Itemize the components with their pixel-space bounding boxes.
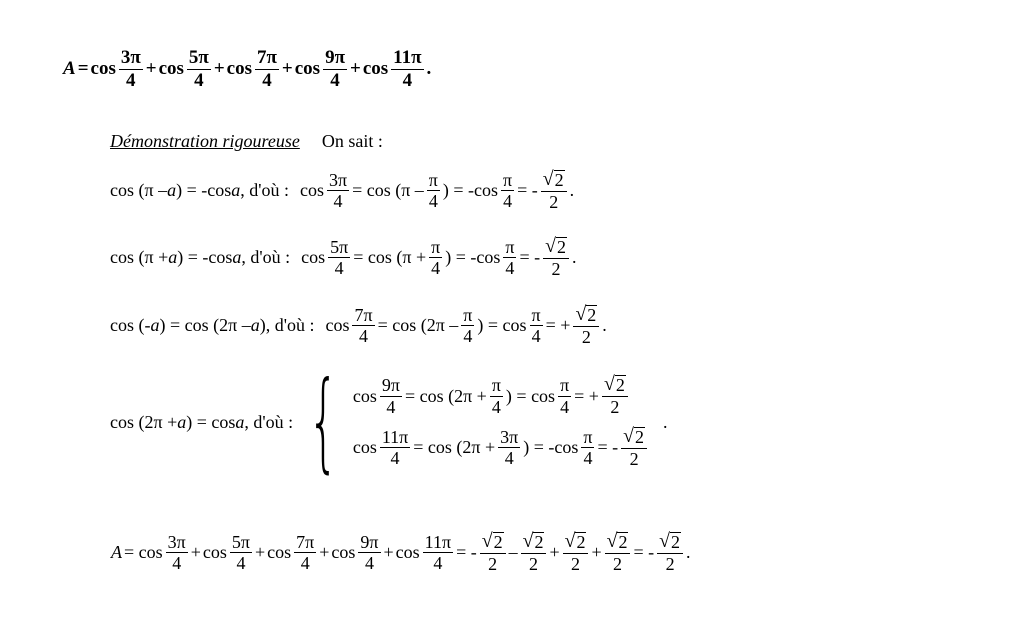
period: . (571, 247, 577, 268)
identity-row-2 (110, 237, 577, 279)
sign: = - (456, 542, 477, 563)
expression-text: = + (545, 315, 571, 336)
rule-text: cos (2π + (110, 411, 178, 432)
cos-fn: cos (267, 542, 292, 563)
fraction: $\frac{\pi}{4}$ (463, 304, 473, 347)
rule-text: ) = -cos (176, 180, 232, 201)
fraction: $\frac{5\pi}{4}$ (188, 47, 209, 91)
fraction: $\frac{\pi}{4}$ (583, 426, 593, 469)
rule-text: ) = -cos (177, 247, 233, 268)
fraction: $\frac{\pi}{4}$ (505, 236, 515, 279)
sign: = - (633, 542, 655, 563)
fraction: $\frac{3\pi}{4}$ (500, 426, 519, 469)
sign: + (591, 542, 602, 563)
expression-text: = cos (π – (352, 180, 424, 201)
cases-block (352, 375, 649, 469)
plus-sign: + (319, 542, 330, 563)
var-a: a (150, 315, 160, 336)
fraction: $\frac{7\pi}{4}$ (354, 304, 373, 347)
rule-text: cos (- (110, 315, 151, 336)
cos-fn: cos (299, 180, 324, 201)
fraction: $\frac{3\pi}{4}$ (167, 531, 186, 574)
section-heading (110, 131, 383, 152)
fraction: $\frac{\pi}{4}$ (531, 304, 541, 347)
period: . (602, 315, 607, 336)
dou-text: , d'où : (240, 180, 289, 201)
equals-sign: = (77, 58, 89, 80)
fraction: $\frac{\pi}{4}$ (431, 236, 441, 279)
fraction: $\frac{\pi}{4}$ (428, 169, 438, 212)
expression-text: = + (574, 385, 599, 406)
rule-text: cos (π – (110, 180, 168, 201)
fraction: $\frac{\pi}{4}$ (491, 374, 501, 417)
sign: – (508, 542, 518, 563)
plus-sign: + (383, 542, 394, 563)
fraction: $\frac{9\pi}{4}$ (360, 531, 379, 574)
sqrt-fraction: √ 2 2 (657, 532, 683, 574)
sqrt-fraction: √ 2 2 (605, 532, 631, 574)
fraction: $\frac{11\pi}{4}$ (424, 531, 452, 574)
cos-fn: cos (352, 437, 377, 458)
var-a: a (168, 247, 178, 268)
expression-text: = cos (2π + (404, 385, 487, 406)
period: . (426, 58, 432, 80)
var-a: a (167, 180, 177, 201)
case-row-1 (352, 375, 649, 417)
cos-fn: cos (395, 542, 420, 563)
dou-text: , d'où : (244, 411, 294, 432)
cos-fn: cos (294, 58, 321, 80)
result-equation (110, 532, 692, 574)
rule-text: ) = cos (186, 411, 236, 432)
period: . (686, 542, 691, 563)
expression-text: = - (517, 180, 538, 201)
expression-text: = - (597, 437, 619, 458)
rule-text: ) = cos (2π – (159, 315, 251, 336)
fraction: $\frac{9\pi}{4}$ (325, 47, 345, 91)
section-title: Démonstration rigoureuse (110, 131, 300, 151)
left-brace: { (308, 359, 339, 484)
period: . (569, 180, 575, 201)
var-A: A (63, 58, 76, 80)
sqrt-fraction: √ 2 2 (621, 427, 647, 469)
plus-sign: + (255, 542, 266, 563)
fraction: $\frac{7\pi}{4}$ (257, 47, 277, 91)
var-a: a (250, 315, 260, 336)
fraction: $\frac{3\pi}{4}$ (120, 47, 141, 91)
sqrt-fraction: √ 2 2 (480, 532, 506, 574)
section-intro: On sait : (321, 131, 383, 151)
equation-A-definition (62, 48, 432, 91)
cos-fn: cos (362, 58, 389, 80)
sqrt-fraction: √ 2 2 (543, 237, 569, 279)
fraction: $\frac{\pi}{4}$ (503, 169, 513, 212)
cos-fn: cos (325, 315, 350, 336)
fraction: $\frac{7\pi}{4}$ (296, 531, 315, 574)
plus-sign: + (281, 58, 293, 80)
expression-text: ) = -cos (523, 437, 579, 458)
expression-text: = - (519, 247, 541, 268)
case-row-2 (352, 427, 649, 469)
fraction: $\frac{5\pi}{4}$ (330, 236, 349, 279)
expression-text: ) = -cos (442, 180, 499, 201)
expression-text: ) = cos (505, 385, 556, 406)
fraction: $\frac{9\pi}{4}$ (381, 374, 400, 417)
expression-text: = cos (124, 542, 163, 563)
cos-fn: cos (226, 58, 252, 80)
plus-sign: + (145, 58, 157, 80)
expression-text: ) = cos (477, 315, 527, 336)
var-a: a (235, 411, 245, 432)
var-A: A (111, 542, 122, 563)
dou-text: , d'où : (265, 315, 315, 336)
expression-text: = cos (π + (353, 247, 427, 268)
fraction: $\frac{\pi}{4}$ (560, 374, 570, 417)
expression-text: ) = -cos (445, 247, 501, 268)
cos-fn: cos (331, 542, 356, 563)
sqrt-fraction: √ 2 2 (573, 305, 599, 347)
plus-sign: + (213, 58, 225, 80)
sqrt-fraction: √ 2 2 (541, 170, 567, 212)
dou-text: , d'où : (241, 247, 291, 268)
var-a: a (232, 247, 242, 268)
identity-row-3 (110, 305, 608, 347)
sqrt-fraction: √ 2 2 (521, 532, 547, 574)
cos-fn: cos (202, 542, 227, 563)
sign: + (549, 542, 560, 563)
sqrt-fraction: √ 2 2 (563, 532, 589, 574)
expression-text: = cos (2π – (377, 315, 459, 336)
var-a: a (177, 411, 187, 432)
fraction: $\frac{3\pi}{4}$ (328, 169, 348, 212)
plus-sign: + (190, 542, 201, 563)
rule-text: cos (π + (110, 247, 169, 268)
sqrt-fraction: √ 2 2 (602, 375, 628, 417)
fraction: $\frac{11\pi}{4}$ (393, 47, 422, 91)
cos-fn: cos (158, 58, 184, 80)
fraction: $\frac{5\pi}{4}$ (231, 531, 250, 574)
rule-text: ) (259, 315, 266, 336)
cos-fn: cos (90, 58, 116, 80)
cos-fn: cos (352, 385, 377, 406)
period: . (663, 411, 668, 432)
expression-text: = cos (2π + (413, 437, 496, 458)
cos-fn: cos (301, 247, 326, 268)
plus-sign: + (350, 58, 361, 80)
fraction: $\frac{11\pi}{4}$ (381, 426, 409, 469)
identity-row-1 (110, 170, 575, 212)
var-a: a (231, 180, 241, 201)
identity-row-4 (110, 359, 668, 484)
